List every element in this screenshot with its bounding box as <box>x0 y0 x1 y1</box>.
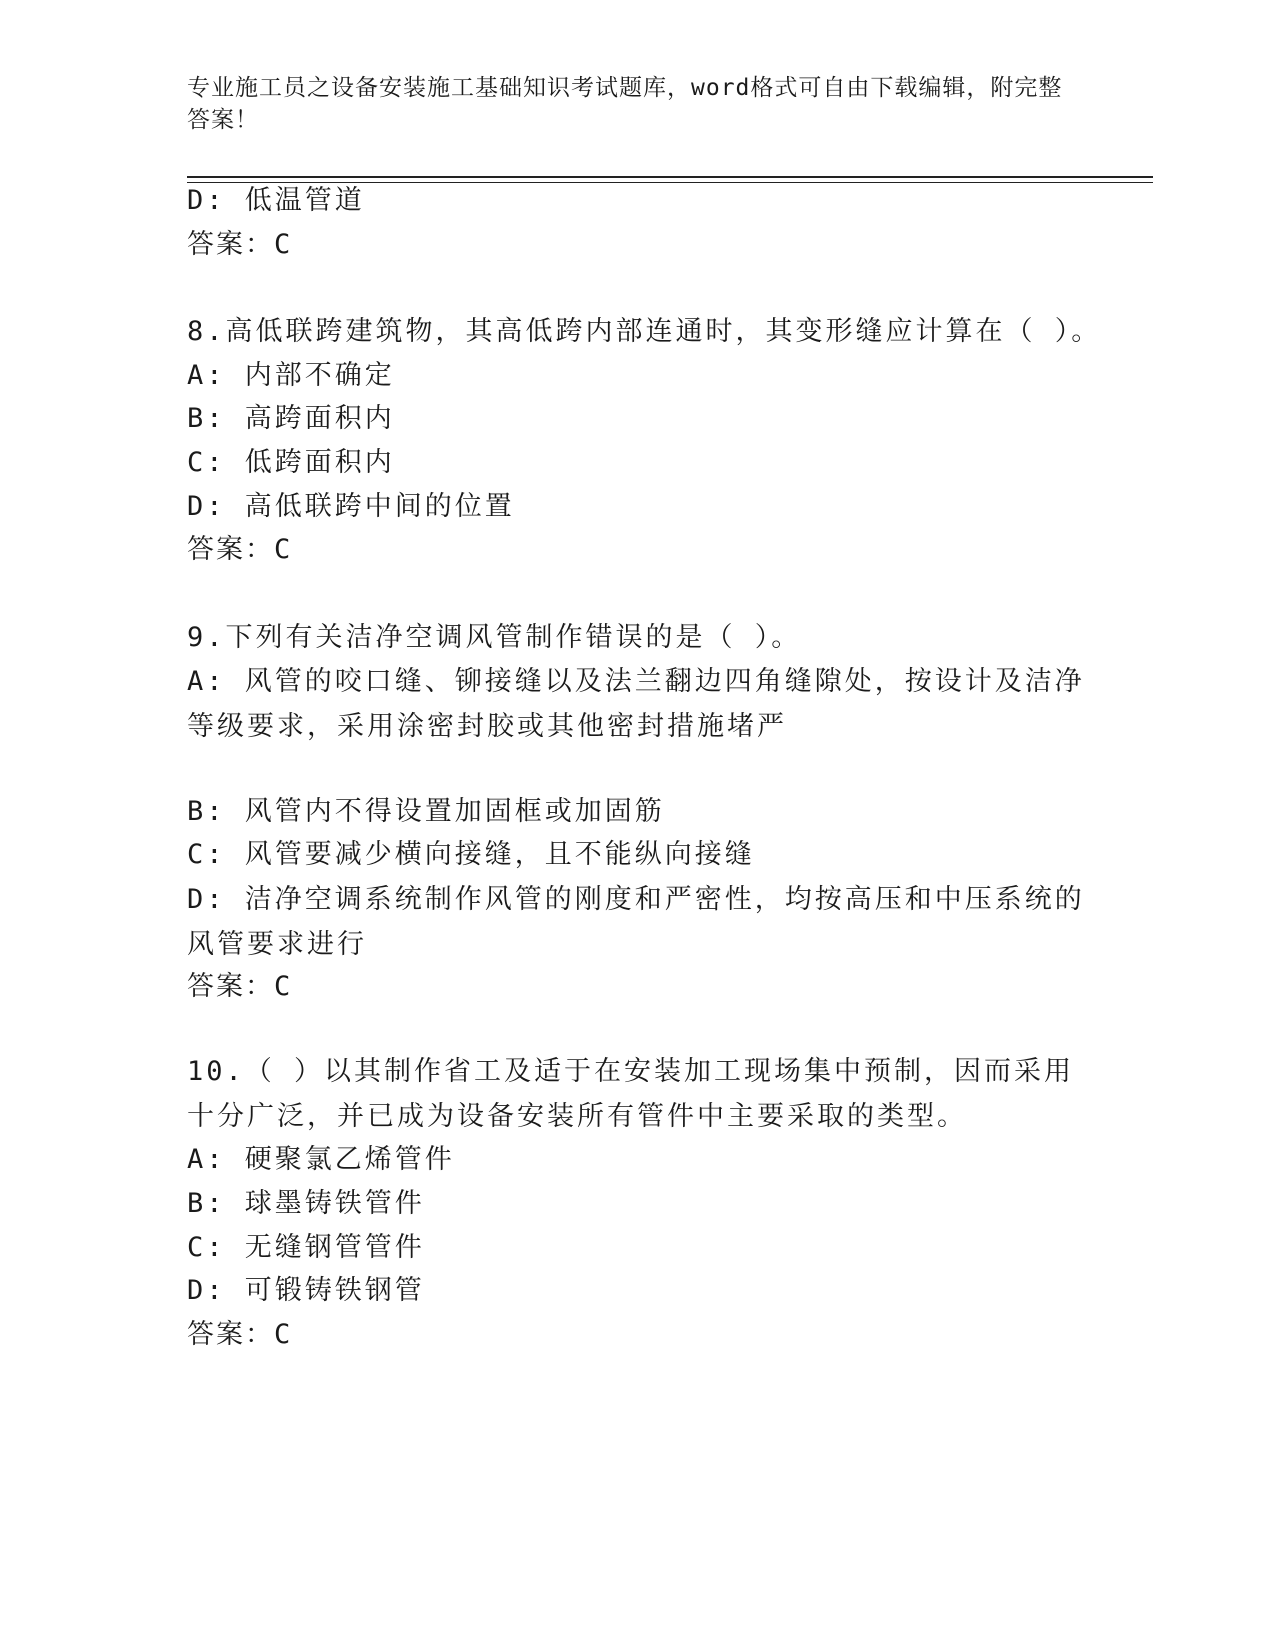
q10-option-d: D: 可锻铸铁钢管 <box>187 1275 425 1306</box>
q9-option-a: A: 风管的咬口缝、铆接缝以及法兰翻边四角缝隙处，按设计及洁净等级要求，采用涂密封胶或其他密封措施堵严 <box>187 666 1085 742</box>
q10-stem: 10.（ ）以其制作省工及适于在安装加工现场集中预制，因而采用十分广泛，并已成为设备安装所有管件中主要采取的类型。 <box>187 1056 1075 1132</box>
q10-answer: 答案：C <box>187 1319 293 1350</box>
q10-option-c: C: 无缝钢管管件 <box>187 1232 425 1263</box>
q7-answer: 答案：C <box>187 229 293 260</box>
q9-option-b: B: 风管内不得设置加固框或加固筋 <box>187 796 665 827</box>
q9-option-d: D: 洁净空调系统制作风管的刚度和严密性，均按高压和中压系统的风管要求进行 <box>187 884 1085 960</box>
header-divider-thick <box>187 176 1153 178</box>
q10-option-a: A: 硬聚氯乙烯管件 <box>187 1144 455 1175</box>
q8-option-d: D: 高低联跨中间的位置 <box>187 491 515 522</box>
q9-option-c: C: 风管要减少横向接缝，且不能纵向接缝 <box>187 839 755 870</box>
q9-stem: 9.下列有关洁净空调风管制作错误的是（ ）。 <box>187 622 802 653</box>
q9-answer: 答案：C <box>187 971 293 1002</box>
q8-answer: 答案：C <box>187 534 293 565</box>
q10-option-b: B: 球墨铸铁管件 <box>187 1188 425 1219</box>
q8-option-a: A: 内部不确定 <box>187 360 395 391</box>
q8-stem: 8.高低联跨建筑物，其高低跨内部连通时，其变形缝应计算在（ ）。 <box>187 316 1102 347</box>
document-header: 专业施工员之设备安装施工基础知识考试题库，word格式可自由下载编辑，附完整答案！ <box>187 75 1063 133</box>
q7-option-d: D: 低温管道 <box>187 185 365 216</box>
q8-option-c: C: 低跨面积内 <box>187 447 395 478</box>
q8-option-b: B: 高跨面积内 <box>187 403 395 434</box>
